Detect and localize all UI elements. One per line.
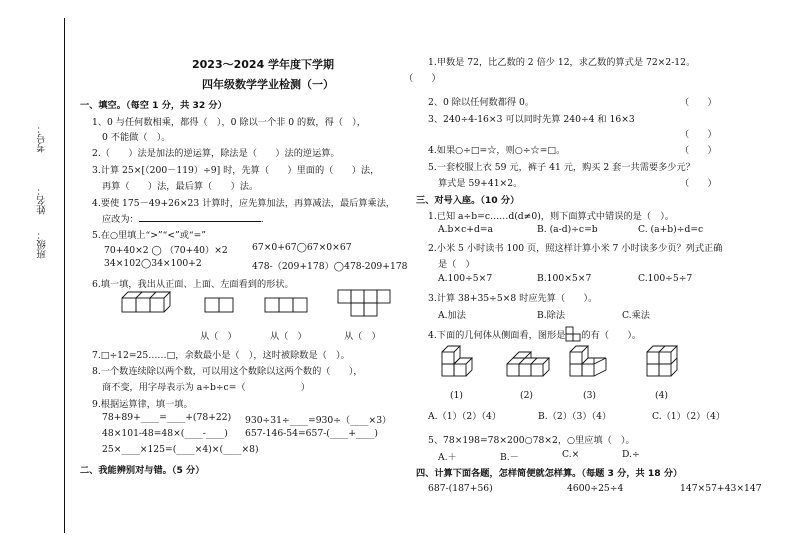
q1-line2: 0 不能做（ ）。 [102, 132, 171, 143]
q7: 7.□÷12=25……□，余数最小是（ ），这时被除数是（ ）。 [92, 350, 350, 361]
q8-line1: 8.一个数连续除以两个数，可以用这个数除以这两个数的（ ）， [92, 366, 363, 377]
judge-1-paren: （ ） [404, 73, 441, 84]
side-view-shape-icon [565, 327, 581, 341]
choice-2-option-c: C.100÷5÷7 [638, 273, 693, 284]
judge-4-paren: （ ） [680, 145, 717, 156]
choice-1-option-b: B. (a-d)÷c=b [537, 224, 598, 235]
judge-2-paren: （ ） [680, 97, 717, 108]
q5-row1-left: 70+40×2 ◯ （70+40）×2 [104, 245, 228, 256]
binding-line [64, 18, 65, 533]
judge-3-paren: （ ） [680, 129, 717, 140]
exam-title: 2023～2024 学年度下学期 [192, 58, 335, 71]
q9-prompt: 9.根据运算律，填一填。 [92, 399, 193, 410]
choice-5: 5、78×198=78×200○78×2，○里应填（ ）。 [428, 435, 635, 446]
q5-row1-right: 67×0+67◯67×0×67 [252, 242, 352, 253]
solid-figure-3 [568, 344, 612, 386]
solid-label-2: (2) [520, 390, 534, 401]
choice-5-option-d: D.÷ [622, 449, 640, 460]
judge-4: 4.如果○÷□=☆，则○÷☆=□。 [428, 145, 566, 156]
section-3-heading: 三、对号入座。（10 分） [416, 195, 520, 206]
solid-label-4: (4) [655, 390, 669, 401]
choice-5-option-c: C.× [562, 449, 580, 460]
q6-prompt: 6.填一填，我出从正面、上面、左面看到的形状。 [92, 279, 294, 290]
calc-3: 147×57+43×147 [680, 483, 762, 494]
choice-2-option-b: B.100×5×7 [537, 273, 592, 284]
name-label: 姓名： [37, 186, 48, 215]
choice-2-line1: 2.小米 5 小时读书 100 页，照这样计算小米 7 小时读多少页？列式正确 [428, 243, 723, 254]
choice-4: 4.下面的几何体从侧面看，图形是 的有（ ）。 [428, 327, 641, 341]
solid-figure-1 [440, 344, 480, 386]
q8-line2: 商不变，用字母表示为 a÷b÷c=（ ） [102, 382, 310, 393]
judge-5-paren: （ ） [680, 178, 717, 189]
q9-row1-right: 930÷31÷____=930÷（____×3） [245, 415, 392, 426]
class-label: 班级： [37, 230, 48, 259]
calc-2: 4600÷25÷4 [567, 483, 624, 494]
q9-row3: 25×____×125=(____×4)×(____×8) [102, 444, 259, 455]
solid-figure-2 [505, 350, 555, 386]
choice-4-option-b: B.（2）（3）（4） [538, 411, 612, 422]
solid-figure-4 [645, 344, 685, 386]
choice-1-option-c: C. (a+b)÷d=c [638, 224, 704, 235]
choice-5-option-a: A.＋ [438, 452, 457, 463]
judge-3: 3、240÷4-16×3 可以同时先算 240÷4 和 16×3 [428, 114, 635, 125]
q4-line2: 应改为： . [102, 214, 264, 225]
section-4-heading: 四、计算下面各题，怎样简便就怎样算。（每题 3 分，共 18 分） [416, 468, 683, 479]
choice-2-option-a: A.100÷5×7 [438, 273, 493, 284]
judge-2: 2、0 除以任何数都得 0。 [428, 97, 535, 108]
section-1-heading: 一、填空。（每空 1 分，共 32 分） [80, 100, 227, 111]
choice-1-option-a: A.b×c+d=a [438, 224, 494, 235]
judge-5-line2: 算式是 59+41×2。 [438, 178, 523, 189]
judge-5-line1: 5.一套校服上衣 59 元，裤子 41 元，购买 2 套一共需要多少元？ [428, 162, 695, 173]
calc-1: 687-(187+56) [428, 483, 493, 494]
solid-label-1: (1) [450, 390, 464, 401]
solid-label-3: (3) [583, 390, 597, 401]
q9-row2-left: 48×101-48=48×(____-____) [102, 428, 228, 439]
choice-3-option-a: A.加法 [438, 310, 466, 321]
choice-3: 3.计算 38+35÷5×8 时应先算（ ）。 [428, 293, 598, 304]
q9-row1-left: 78+89+____=____+(78+22) [102, 412, 232, 423]
q5-prompt: 5.在○里填上“>”“<”或“=” [92, 230, 206, 241]
section-2-heading: 二、我能辨别对与错。（5 分） [80, 465, 205, 476]
view-shape-two-squares [205, 298, 255, 318]
choice-4-option-a: A.（1）（2）（4） [428, 411, 502, 422]
cube-stack-figure [122, 290, 182, 320]
view-label-2: 从（ ） [270, 331, 307, 342]
q9-row2-right: 657-146-54=657-(____+____) [245, 428, 378, 439]
view-shape-three-squares [265, 298, 325, 318]
q1-line1: 1、0 与任何数相乘，都得（ ），0 除以一个非 0 的数，得（ ）， [92, 117, 366, 128]
exam-no-label: 考号： [37, 124, 48, 153]
choice-3-option-b: B.除法 [537, 310, 566, 321]
q2: 2.（ ）法是加法的逆运算，除法是（ ）法的逆运算。 [92, 148, 340, 159]
choice-5-option-b: B.－ [500, 452, 519, 463]
view-shape-t-figure [338, 290, 408, 322]
q5-row2-right: 478-（209+178）◯478-209+178 [252, 261, 408, 272]
exam-subtitle: 四年级数学学业检测（一） [202, 78, 334, 91]
choice-1: 1.已知 a÷b=c……d(d≠0)，则下面算式中错误的是（ ）。 [428, 211, 675, 222]
view-label-3: 从（ ） [344, 331, 381, 342]
q5-row2-left: 34×102◯34×100+2 [104, 258, 202, 269]
view-label-1: 从（ ） [200, 331, 237, 342]
judge-1: 1.甲数是 72，比乙数的 2 倍少 12，求乙数的算式是 72×2-12。 [428, 57, 696, 68]
q3-line2: 再算（ ）法，最后算（ ）法。 [102, 181, 259, 192]
choice-3-option-c: C.乘法 [622, 310, 650, 321]
choice-4-option-c: C.（1）（2）（4） [652, 411, 726, 422]
q3-line1: 3.计算 25×[（200－119）÷9] 时，先算（ ）里面的（ ）法， [92, 165, 380, 176]
q4-line1: 4.要使 175－49+26×23 计算时，应先算加法，再算减法，最后算乘法， [92, 198, 396, 209]
choice-2-line2: 是（ ） [438, 259, 475, 270]
